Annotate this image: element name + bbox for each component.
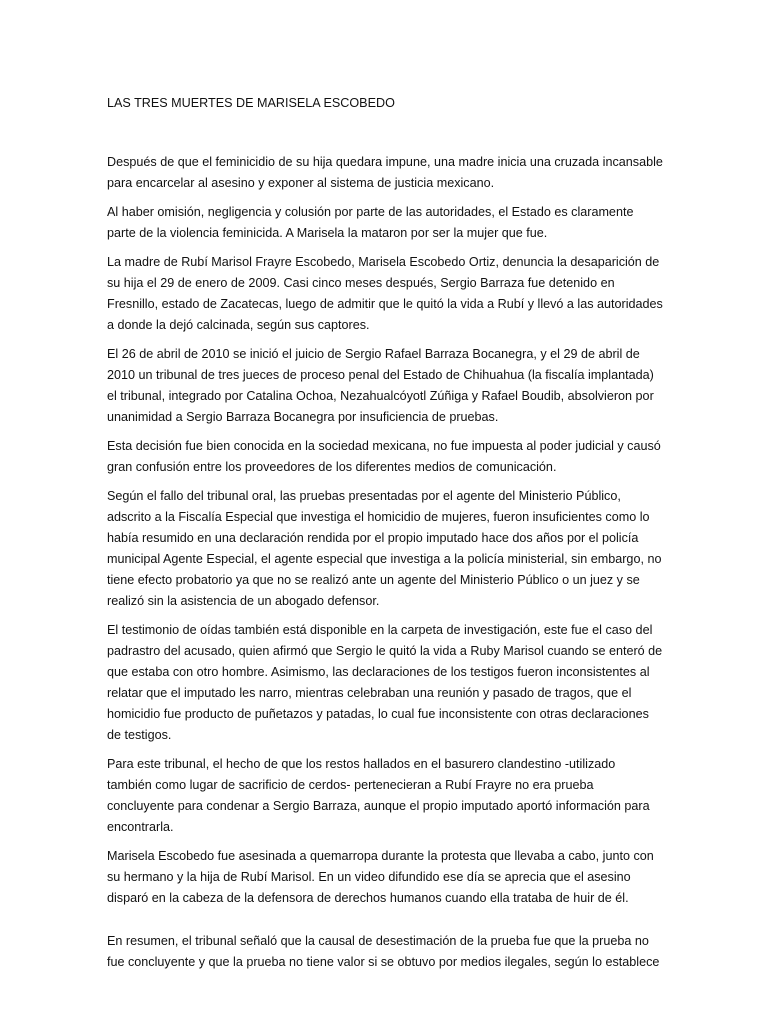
paragraph-4: El 26 de abril de 2010 se inició el juicio de Sergio Rafael Barraza Bocanegra, y el 29 de abril de 2010 un tribunal de tres jueces de proceso penal del Estado de Chihuahua (la fiscalía implantada) el tribunal, integrado por Catalina Ochoa, Nezahualcóyotl Zúñiga y Rafael Boudib, absolvieron por unanimidad a Sergio Barraza Bocanegra por insuficiencia de pruebas.: [107, 347, 654, 424]
document-body: [107, 93, 663, 981]
paragraph-10: En resumen, el tribunal señaló que la causal de desestimación de la prueba fue que la prueba no fue concluyente y que la prueba no tiene valor si se obtuvo por medios ilegales, según lo establece: [107, 934, 660, 969]
paragraph-8: Para este tribunal, el hecho de que los restos hallados en el basurero clandestino -utilizado también como lugar de sacrificio de cerdos- pertenecieran a Rubí Frayre no era prueba concluyente para condenar a Sergio Barraza, aunque el propio imputado aportó información para encontrarla.: [107, 757, 650, 834]
paragraph-6: Según el fallo del tribunal oral, las pruebas presentadas por el agente del Ministerio Público, adscrito a la Fiscalía Especial que investiga el homicidio de mujeres, fueron insuficientes como lo había resumido en una declaración rendida por el propio imputado hace dos años por el policía municipal Agente Especial, el agente especial que investiga a la policía ministerial, sin embargo, no tiene efecto probatorio ya que no se realizó ante un agente del Ministerio Público o un juez y se realizó sin la asistencia de un abogado defensor.: [107, 489, 662, 608]
paragraph-9: Marisela Escobedo fue asesinada a quemarropa durante la protesta que llevaba a cabo, junto con su hermano y la hija de Rubí Marisol. En un video difundido ese día se aprecia que el asesino disparó en la cabeza de la defensora de derechos humanos cuando ella trataba de huir de él.: [107, 849, 654, 905]
paragraph-2: Al haber omisión, negligencia y colusión por parte de las autoridades, el Estado es claramente parte de la violencia feminicida. A Marisela la mataron por ser la mujer que fue.: [107, 205, 634, 240]
document-title: LAS TRES MUERTES DE MARISELA ESCOBEDO: [107, 96, 395, 110]
paragraph-1: Después de que el feminicidio de su hija quedara impune, una madre inicia una cruzada incansable para encarcelar al asesino y exponer al sistema de justicia mexicano.: [107, 155, 663, 190]
paragraph-5: Esta decisión fue bien conocida en la sociedad mexicana, no fue impuesta al poder judicial y causó gran confusión entre los proveedores de los diferentes medios de comunicación.: [107, 439, 661, 474]
paragraph-7: El testimonio de oídas también está disponible en la carpeta de investigación, este fue el caso del padrastro del acusado, quien afirmó que Sergio le quitó la vida a Ruby Marisol cuando se enteró de que estaba con otro hombre. Asimismo, las declaraciones de los testigos fueron inconsistentes al relatar que el imputado les narro, mientras celebraban una reunión y pasado de tragos, que el homicidio fue producto de puñetazos y patadas, lo cual fue inconsistente con otras declaraciones de testigos.: [107, 623, 663, 742]
paragraph-3: La madre de Rubí Marisol Frayre Escobedo, Marisela Escobedo Ortiz, denuncia la desaparición de su hija el 29 de enero de 2009. Casi cinco meses después, Sergio Barraza fue detenido en Fresnillo, estado de Zacatecas, luego de admitir que le quitó la vida a Rubí y llevó a las autoridades a donde la dejó calcinada, según sus captores.: [107, 255, 663, 332]
